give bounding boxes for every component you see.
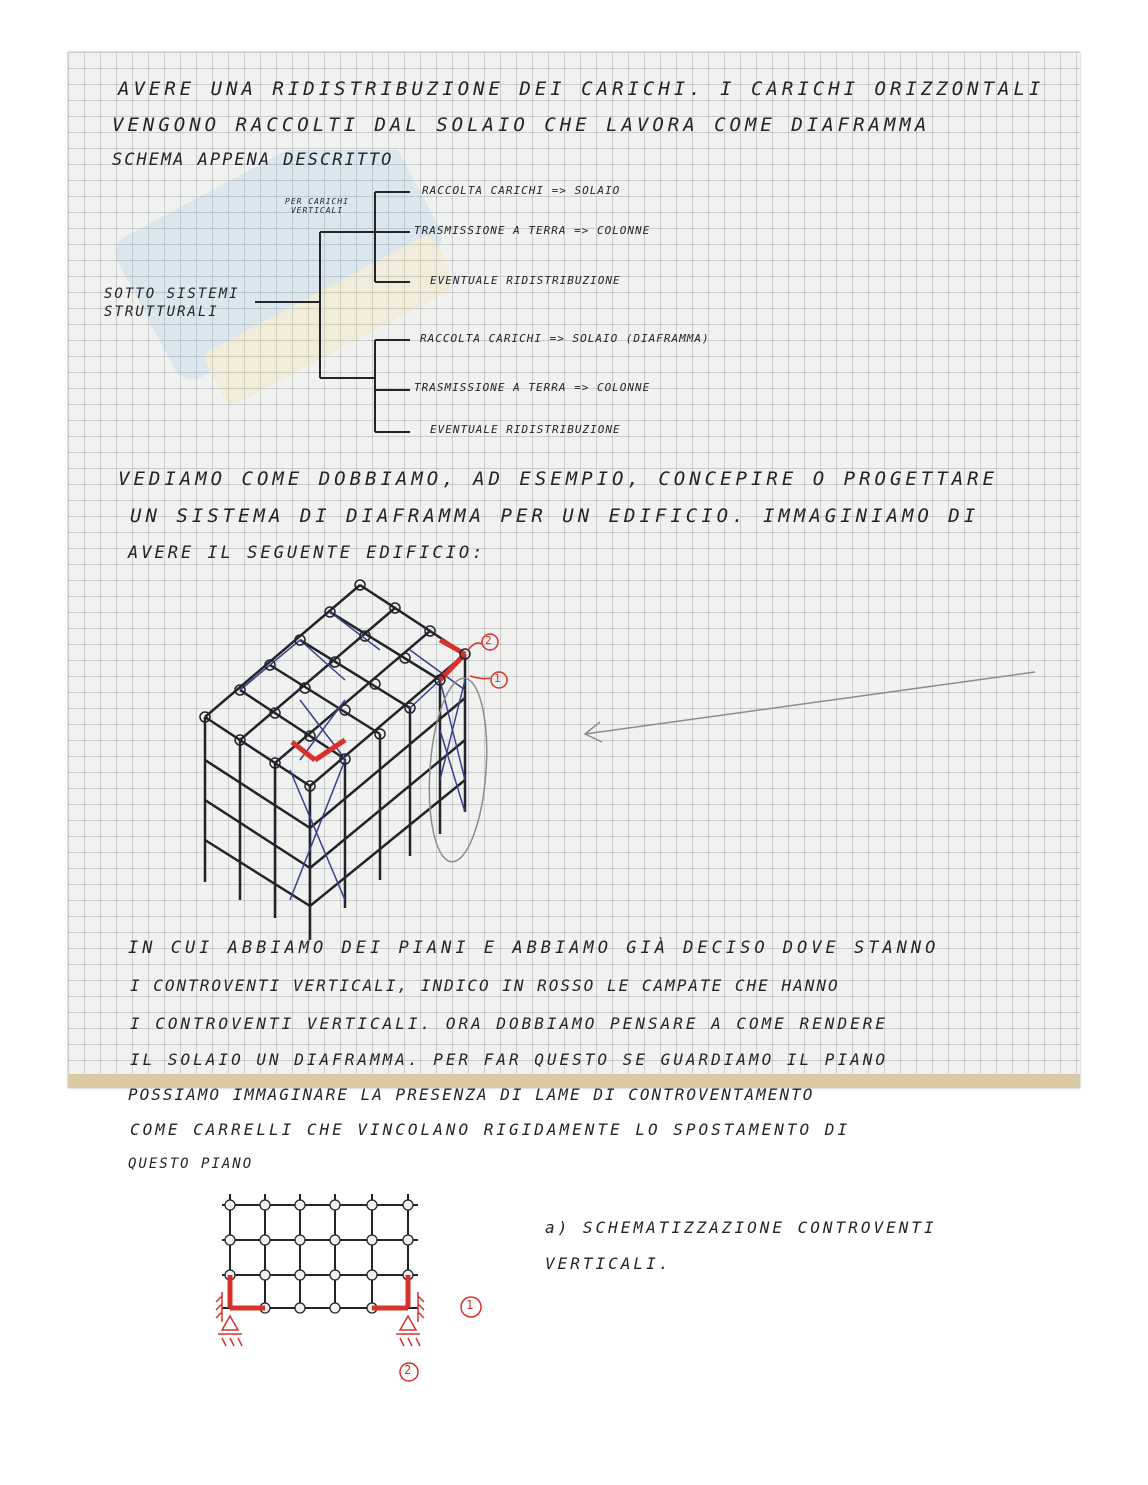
para2-line2: UN SISTEMA DI DIAFRAMMA PER UN EDIFICIO. IMMAGINIAMO DI	[130, 505, 980, 527]
para1-line3: SCHEMA APPENA DESCRITTO	[112, 150, 394, 170]
para3-line4: IL SOLAIO UN DIAFRAMMA. PER FAR QUESTO SE GUARDIAMO IL PIANO	[130, 1050, 888, 1069]
para3-line6: COME CARRELLI CHE VINCOLANO RIGIDAMENTE LO SPOSTAMENTO DI	[130, 1120, 851, 1139]
figure1-marker-2: 2	[485, 634, 492, 647]
para3-line5: POSSIAMO IMMAGINARE LA PRESENZA DI LAME DI CONTROVENTAMENTO	[128, 1085, 815, 1104]
tree-branch-vertical: PER CARICHI VERTICALI	[285, 197, 349, 215]
para3-line7: QUESTO PIANO	[128, 1156, 254, 1172]
tree-horizontal-item-3: EVENTUALE RIDISTRIBUZIONE	[430, 423, 621, 436]
figure2-marker-2: 2	[404, 1363, 412, 1377]
para3-line1: IN CUI ABBIAMO DEI PIANI E ABBIAMO GIÀ DECISO DOVE STANNO	[128, 938, 940, 958]
tree-root: SOTTO SISTEMI STRUTTURALI	[104, 286, 240, 320]
tree-horizontal-item-2: TRASMISSIONE A TERRA => COLONNE	[414, 381, 651, 394]
para3-line2: I CONTROVENTI VERTICALI, INDICO IN ROSSO LE CAMPATE CHE HANNO	[130, 976, 840, 995]
figure2-marker-1: 1	[466, 1298, 474, 1312]
tree-vertical-item-2: TRASMISSIONE A TERRA => COLONNE	[414, 224, 651, 237]
para3-line3: I CONTROVENTI VERTICALI. ORA DOBBIAMO PENSARE A COME RENDERE	[130, 1014, 888, 1033]
figure2-caption: a) SCHEMATIZZAZIONE CONTROVENTI VERTICALI.	[545, 1218, 937, 1273]
tree-vertical-item-1: RACCOLTA CARICHI => SOLAIO	[422, 184, 621, 197]
para1-line1: AVERE UNA RIDISTRIBUZIONE DEI CARICHI. I CARICHI ORIZZONTALI	[118, 78, 1045, 100]
para2-line1: VEDIAMO COME DOBBIAMO, AD ESEMPIO, CONCEPIRE O PROGETTARE	[118, 468, 999, 490]
para1-line2: VENGONO RACCOLTI DAL SOLAIO CHE LAVORA COME DIAFRAMMA	[112, 114, 931, 136]
figure1-marker-1: 1	[494, 672, 501, 685]
para2-line3: AVERE IL SEGUENTE EDIFICIO:	[128, 543, 486, 563]
tree-vertical-item-3: EVENTUALE RIDISTRIBUZIONE	[430, 274, 621, 287]
tree-horizontal-item-1: RACCOLTA CARICHI => SOLAIO (DIAFRAMMA)	[420, 332, 710, 345]
